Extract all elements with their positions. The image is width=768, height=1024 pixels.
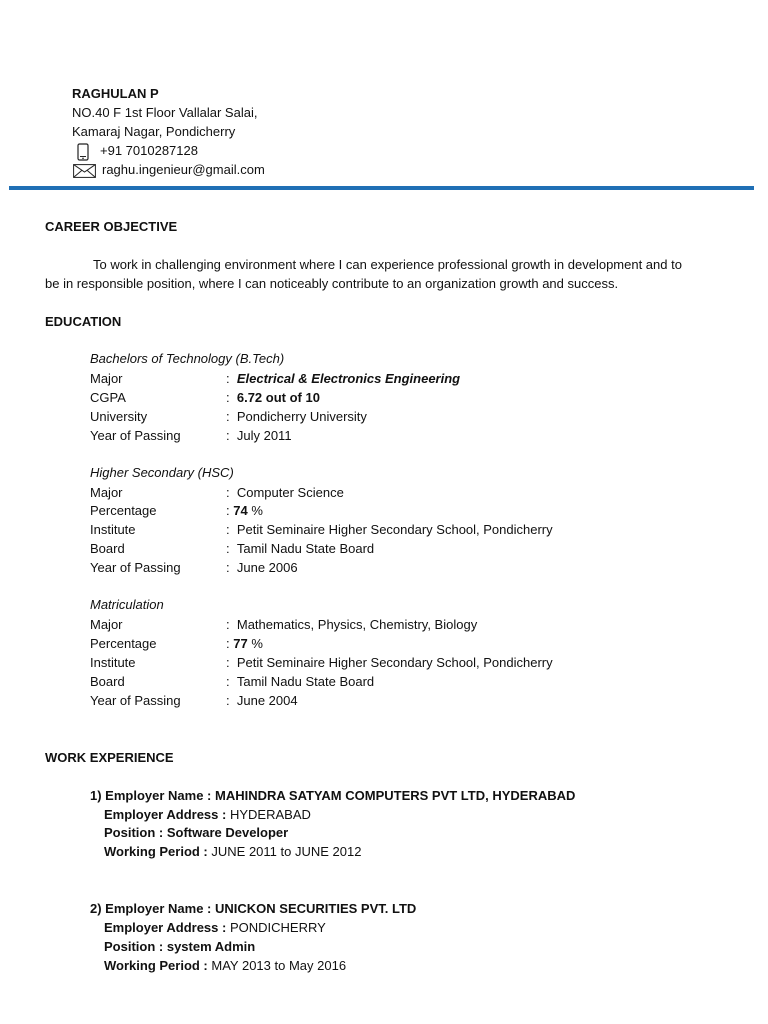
hsc-percentage-value: : 74 %: [226, 503, 263, 518]
resume-name: RAGHULAN P: [72, 86, 159, 101]
hsc-board-label: Board: [90, 541, 125, 556]
career-objective-line-1: To work in challenging environment where I can experience professional growth in development and to: [93, 257, 682, 272]
hsc-major-value: : Computer Science: [226, 485, 344, 500]
job-1-period: Working Period : JUNE 2011 to JUNE 2012: [104, 844, 362, 859]
job-1-address: Employer Address : HYDERABAD: [104, 807, 311, 822]
phone-icon: [77, 143, 89, 161]
matric-year-label: Year of Passing: [90, 693, 181, 708]
job-1-position: Position : Software Developer: [104, 825, 289, 840]
header-divider: [9, 186, 754, 190]
envelope-icon: [73, 164, 96, 178]
matric-percentage-label: Percentage: [90, 636, 157, 651]
btech-cgpa-label: CGPA: [90, 390, 126, 405]
education-heading: EDUCATION: [45, 314, 122, 329]
hsc-major-label: Major: [90, 485, 123, 500]
hsc-institute-label: Institute: [90, 522, 136, 537]
matric-major-label: Major: [90, 617, 123, 632]
hsc-year-value: : June 2006: [226, 560, 298, 575]
job-2-position: Position : system Admin: [104, 939, 256, 954]
job-2-period: Working Period : MAY 2013 to May 2016: [104, 958, 347, 973]
matric-major-value: : Mathematics, Physics, Chemistry, Biology: [226, 617, 478, 632]
btech-university-value: : Pondicherry University: [226, 409, 367, 424]
btech-year-value: : July 2011: [226, 428, 292, 443]
career-objective-line-2: be in responsible position, where I can noticeably contribute to an organization growth and success.: [45, 276, 619, 291]
address-line-1: NO.40 F 1st Floor Vallalar Salai,: [72, 105, 258, 120]
hsc-title: Higher Secondary (HSC): [90, 465, 234, 480]
hsc-institute-value: : Petit Seminaire Higher Secondary School, Pondicherry: [226, 522, 553, 537]
matric-institute-value: : Petit Seminaire Higher Secondary School, Pondicherry: [226, 655, 553, 670]
work-experience-heading: WORK EXPERIENCE: [45, 750, 174, 765]
matric-year-value: : June 2004: [226, 693, 298, 708]
matric-board-value: : Tamil Nadu State Board: [226, 674, 375, 689]
btech-cgpa-value: : 6.72 out of 10: [226, 390, 320, 405]
btech-title: Bachelors of Technology (B.Tech): [90, 351, 285, 366]
btech-year-label: Year of Passing: [90, 428, 181, 443]
matric-board-label: Board: [90, 674, 125, 689]
matric-percentage-value: : 77 %: [226, 636, 263, 651]
job-2-address: Employer Address : PONDICHERRY: [104, 920, 326, 935]
hsc-percentage-label: Percentage: [90, 503, 157, 518]
career-objective-heading: CAREER OBJECTIVE: [45, 219, 178, 234]
email-link[interactable]: raghu.ingenieur@gmail.com: [102, 162, 265, 177]
matric-title: Matriculation: [90, 597, 164, 612]
hsc-board-value: : Tamil Nadu State Board: [226, 541, 375, 556]
job-1-employer: 1) Employer Name : MAHINDRA SATYAM COMPUTERS PVT LTD, HYDERABAD: [90, 788, 576, 803]
btech-major-value: : Electrical & Electronics Engineering: [226, 371, 461, 386]
btech-university-label: University: [90, 409, 148, 424]
job-2-employer: 2) Employer Name : UNICKON SECURITIES PVT. LTD: [90, 901, 417, 916]
matric-institute-label: Institute: [90, 655, 136, 670]
phone-number: +91 7010287128: [100, 143, 198, 158]
btech-major-label: Major: [90, 371, 123, 386]
hsc-year-label: Year of Passing: [90, 560, 181, 575]
address-line-2: Kamaraj Nagar, Pondicherry: [72, 124, 236, 139]
